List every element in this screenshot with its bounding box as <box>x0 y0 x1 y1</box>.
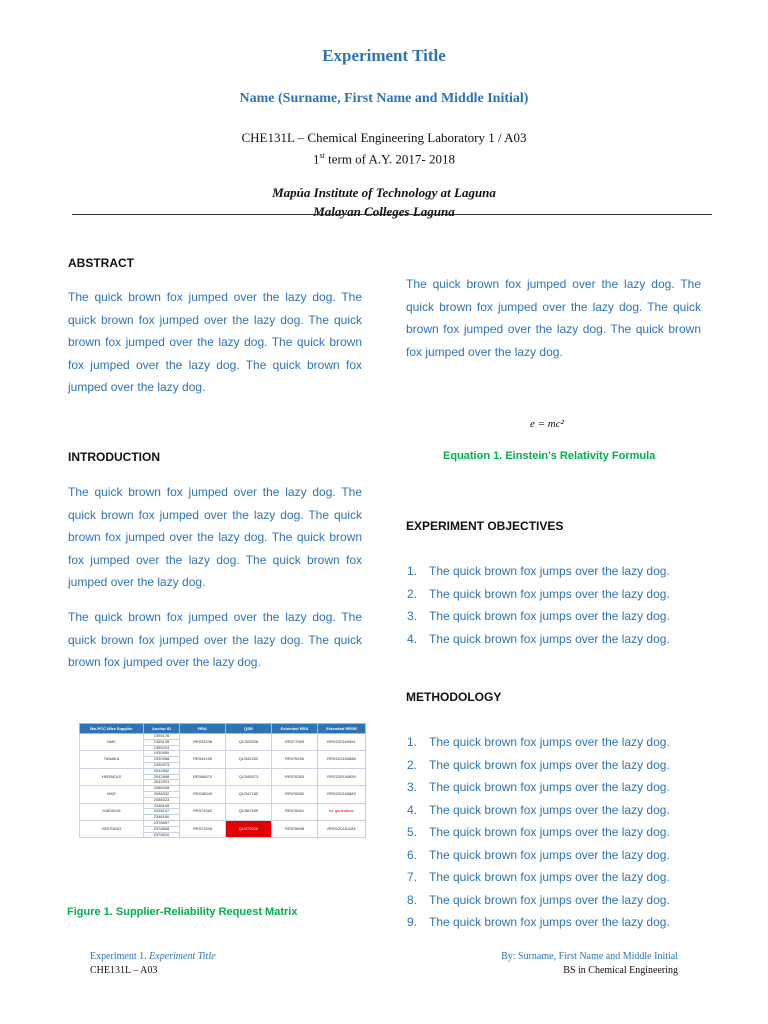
table-cell: RR371062 <box>180 803 226 820</box>
methodology-item-number: 1. <box>407 735 418 749</box>
methodology-item-number: 9. <box>407 915 418 929</box>
table-cell: QU347185 <box>226 786 272 803</box>
table-cell: 1930950 <box>144 751 180 757</box>
table-header-cell: Extended RRSR <box>318 724 366 734</box>
footer-right <box>501 950 678 978</box>
table-cell: HERAEUS <box>80 768 144 785</box>
institution-line-1: Mapúa Institute of Technology at Laguna <box>272 185 496 200</box>
footer-course: CHE131L – A03 <box>90 965 158 976</box>
objectives-item <box>407 628 670 651</box>
table-cell: NMC <box>80 734 144 751</box>
introduction-paragraph-1: The quick brown fox jumped over the lazy dog. The quick brown fox jumped over the lazy dog. The quick brown fox jumped over the lazy dog. The quick brown fox jumped over the lazy dog. The quick brown fox jumped over the lazy dog. <box>68 485 362 589</box>
table-cell: RR376552 <box>272 786 318 803</box>
table-row <box>80 786 366 792</box>
author-name: Name (Surname, First Name and Middle Initial) <box>239 91 529 106</box>
table-cell: RR346570 <box>180 768 226 785</box>
table-header-cell: RRA <box>180 724 226 734</box>
methodology-item-text: The quick brown fox jumps over the lazy dog. <box>429 757 670 772</box>
methodology-item-number: 8. <box>407 892 418 907</box>
footer-experiment <box>90 950 216 964</box>
table-cell: for generation <box>318 803 366 820</box>
methodology-item-number: 2. <box>407 757 418 772</box>
table-cell: 1930973 <box>144 762 180 768</box>
term-suffix: st <box>319 151 325 160</box>
institution <box>0 183 768 221</box>
table-cell: RRS220160883 <box>318 786 366 803</box>
methodology-item-text: The quick brown fox jumps over the lazy dog. <box>429 870 670 884</box>
methodology-item-text: The quick brown fox jumps over the lazy dog. <box>429 915 670 929</box>
footer-program: BS in Chemical Engineering <box>563 965 678 976</box>
table-cell: QU393528 <box>226 734 272 751</box>
table-cell: QU367599 <box>226 803 272 820</box>
table-cell: RR378698 <box>272 820 318 837</box>
objectives-item-number: 1. <box>407 564 418 578</box>
objectives-item <box>407 605 670 628</box>
table-cell: RR378301 <box>272 803 318 820</box>
methodology-item-number: 5. <box>407 825 418 839</box>
methodology-item <box>407 889 670 912</box>
methodology-item <box>407 821 670 844</box>
methodology-heading: METHODOLOGY <box>406 690 502 704</box>
methodology-item-text: The quick brown fox jumps over the lazy dog. <box>429 802 670 817</box>
table-cell: 2348145 <box>144 803 180 809</box>
table-header-row <box>80 724 366 734</box>
supplier-matrix-table <box>79 723 366 838</box>
table-row <box>80 803 366 809</box>
table-row <box>80 734 366 740</box>
table-cell: RRS220161184 <box>318 820 366 837</box>
objectives-item-number: 2. <box>407 586 418 601</box>
equation: e = mc² <box>530 418 564 430</box>
table-cell: QU370926 <box>226 820 272 837</box>
table-cell: RRS220160691 <box>318 734 366 751</box>
objectives-heading: EXPERIMENT OBJECTIVES <box>406 519 564 533</box>
table-cell: 2348150 <box>144 815 180 821</box>
objectives-item <box>407 583 670 606</box>
table-cell: 2348147 <box>144 809 180 815</box>
table-cell: RR376363 <box>272 768 318 785</box>
objectives-item-number: 3. <box>407 609 418 623</box>
objectives-item <box>407 560 670 583</box>
methodology-item-text: The quick brown fox jumps over the lazy dog. <box>429 847 670 862</box>
equation-caption: Equation 1. Einstein's Relativity Formula <box>443 450 656 462</box>
header-divider <box>72 214 712 215</box>
methodology-item <box>407 799 670 822</box>
course-line: CHE131L – Chemical Engineering Laboratory 1 / A03 <box>241 130 527 145</box>
table-cell: 1395203 <box>144 745 180 751</box>
table-cell: 2378810 <box>144 832 180 838</box>
table-cell: QU345573 <box>226 768 272 785</box>
introduction-paragraph-2: The quick brown fox jumped over the lazy dog. The quick brown fox jumped over the lazy dog. The quick brown fox jumped over the lazy dog. <box>68 610 362 669</box>
objectives-item-text: The quick brown fox jumps over the lazy dog. <box>429 586 670 601</box>
methodology-item-number: 4. <box>407 802 418 817</box>
table-cell: 2088323 <box>144 797 180 803</box>
objectives-item-number: 4. <box>407 631 418 646</box>
table-cell: DAEWON <box>80 803 144 820</box>
table-cell: 2378898 <box>144 826 180 832</box>
term-line <box>0 147 768 168</box>
table-cell: 1395195 <box>144 739 180 745</box>
table-cell: 2042901 <box>144 780 180 786</box>
methodology-item <box>407 776 670 799</box>
methodology-item-text: The quick brown fox jumps over the lazy dog. <box>429 825 670 839</box>
methodology-item <box>407 911 670 934</box>
introduction-heading: INTRODUCTION <box>68 450 160 464</box>
abstract-heading: ABSTRACT <box>68 256 134 270</box>
footer-left <box>90 950 216 978</box>
table-cell: 2042898 <box>144 774 180 780</box>
term-number: 1 <box>313 151 320 167</box>
methodology-item-number: 3. <box>407 780 418 794</box>
course-info <box>0 129 768 168</box>
table-cell: RR293338 <box>180 734 226 751</box>
term-rest: term of A.Y. 2017- 2018 <box>324 151 455 167</box>
table-cell: 1930968 <box>144 757 180 763</box>
table-cell: RR372526 <box>180 820 226 837</box>
supplier-matrix-figure <box>79 723 365 886</box>
objectives-list <box>407 560 670 650</box>
table-header-cell: Anchor ID <box>144 724 180 734</box>
table-cell: MKE <box>80 786 144 803</box>
methodology-item-text: The quick brown fox jumps over the lazy dog. <box>429 780 670 794</box>
methodology-item-number: 6. <box>407 847 418 862</box>
table-cell: RR377969 <box>272 734 318 751</box>
continued-text: The quick brown fox jumped over the lazy dog. The quick brown fox jumped over the lazy dog. The quick brown fox jumped over the lazy dog. The quick brown fox jumped over the lazy dog. <box>406 277 701 359</box>
objectives-item-text: The quick brown fox jumps over the lazy dog. <box>429 609 670 623</box>
footer-author: By: Surname, First Name and Middle Initial <box>501 951 678 962</box>
methodology-item <box>407 731 670 754</box>
table-cell: RRS220160659 <box>318 768 366 785</box>
table-cell: QU342202 <box>226 751 272 768</box>
figure-caption: Figure 1. Supplier-Reliability Request Matrix <box>67 906 298 918</box>
table-cell: 2378897 <box>144 820 180 826</box>
table-row <box>80 751 366 757</box>
objectives-item-text: The quick brown fox jumps over the lazy dog. <box>429 564 670 578</box>
abstract-text: The quick brown fox jumped over the lazy dog. The quick brown fox jumped over the lazy dog. The quick brown fox jumped over the lazy dog. The quick brown fox jumped over the lazy dog. The quick brown fox jumped over the lazy dog. <box>68 290 362 394</box>
institution-line-2: Malayan Colleges Laguna <box>313 204 455 219</box>
methodology-item-text: The quick brown fox jumps over the lazy dog. <box>429 892 670 907</box>
table-header-cell: Extended RRA <box>272 724 318 734</box>
document-title: Experiment Title <box>322 46 446 65</box>
table-cell: RRS220160888 <box>318 751 366 768</box>
methodology-item <box>407 866 670 889</box>
table-header-cell: QSR <box>226 724 272 734</box>
table-row <box>80 768 366 774</box>
objectives-item-text: The quick brown fox jumps over the lazy dog. <box>429 631 670 646</box>
table-row <box>80 820 366 826</box>
table-cell: TANAKA <box>80 751 144 768</box>
table-cell: 1395176 <box>144 734 180 740</box>
table-cell: 2088332 <box>144 791 180 797</box>
table-cell: HEESUNG <box>80 820 144 837</box>
table-header-cell: Bw-PCC Wire Supplier <box>80 724 144 734</box>
table-cell: RR344155 <box>180 751 226 768</box>
methodology-item <box>407 754 670 777</box>
table-cell: RR375256 <box>272 751 318 768</box>
methodology-list <box>407 731 670 934</box>
methodology-item <box>407 844 670 867</box>
footer-experiment-prefix: Experiment 1. <box>90 951 150 962</box>
methodology-item-text: The quick brown fox jumps over the lazy dog. <box>429 735 670 749</box>
footer-experiment-title: Experiment Title <box>149 951 216 962</box>
table-cell: 2042892 <box>144 768 180 774</box>
methodology-item-number: 7. <box>407 870 418 884</box>
table-cell: RR248049 <box>180 786 226 803</box>
table-cell: 2088328 <box>144 786 180 792</box>
